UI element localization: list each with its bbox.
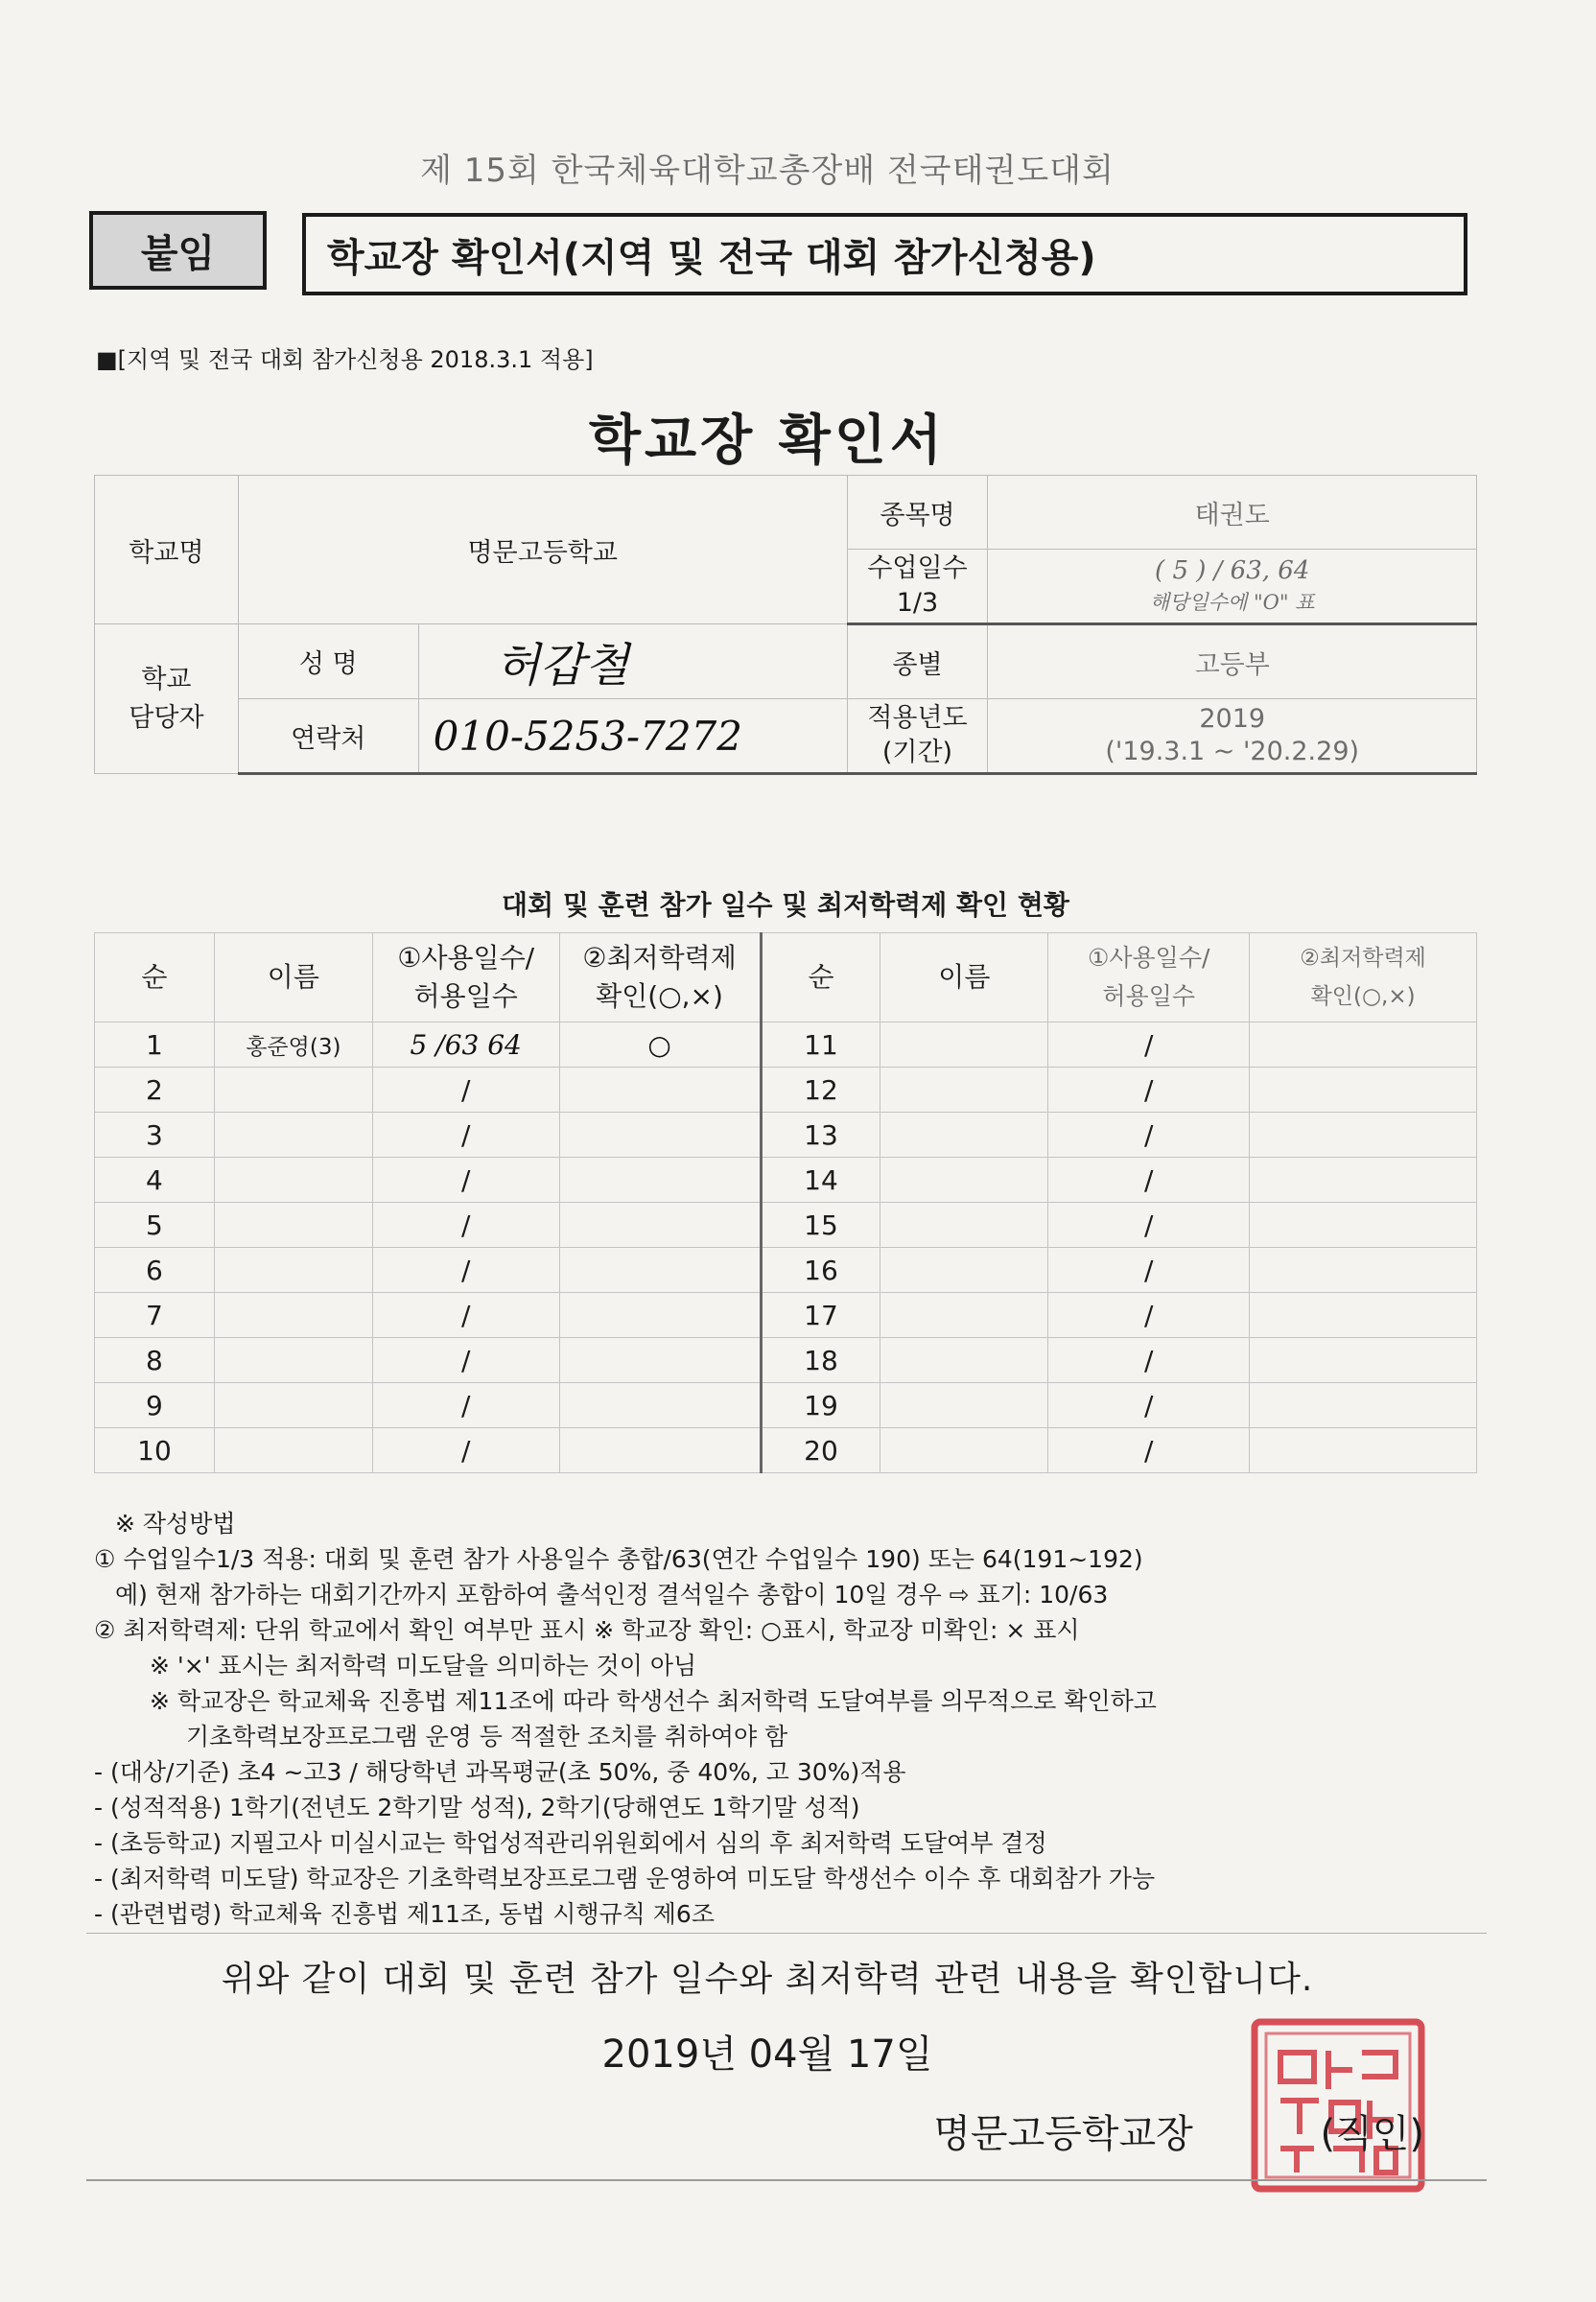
row-number: 5 [95,1203,215,1248]
row-number: 17 [761,1293,880,1338]
roster-header-row [95,933,1477,1022]
school-info-table [94,475,1477,775]
days-used: / [372,1068,559,1113]
application-note: ■[지역 및 전국 대회 참가신청용 2018.3.1 적용] [96,346,594,373]
roster-section-title: 대회 및 훈련 참가 일수 및 최저학력제 확인 현황 [502,889,1069,921]
contact-person-label-line2: 담당자 [129,702,204,733]
academic-check [1250,1383,1477,1428]
days-used: / [372,1338,559,1383]
academic-check [1250,1022,1477,1068]
class-days-label-line1: 수업일수 [867,553,968,583]
row-number: 8 [95,1338,215,1383]
row-number: 2 [95,1068,215,1113]
days-used: / [1048,1068,1250,1113]
instruction-line: - (관련법령) 학교체육 진흥법 제11조, 동법 시행규칙 제6조 [94,1900,715,1928]
instruction-line: ② 최저학력제: 단위 학교에서 확인 여부만 표시 ※ 학교장 확인: ○표시, 학교장 미확인: × 표시 [94,1616,1080,1644]
academic-check [559,1158,761,1203]
row-number: 4 [95,1158,215,1203]
row-number: 12 [761,1068,880,1113]
academic-check [1250,1203,1477,1248]
name-label: 성 명 [238,624,418,699]
instruction-line: - (초등학교) 지필고사 미실시교는 학업성적관리위원회에서 심의 후 최저학력 도달여부 결정 [94,1829,1047,1857]
division-label: 종별 [847,624,988,699]
contact-person-label [95,624,239,774]
year-value-main: 2019 [1199,704,1266,734]
academic-check [1250,1068,1477,1113]
class-days-fraction: ( 5 ) / 63, 64 [1155,555,1310,585]
days-used: / [372,1203,559,1248]
days-used: / [1048,1022,1250,1068]
student-name [880,1338,1048,1383]
instruction-line: ※ '×' 표시는 최저학력 미도달을 의미하는 것이 아님 [150,1652,697,1680]
class-days-value [988,550,1477,624]
header-days-right [1048,933,1250,1022]
days-used: / [1048,1248,1250,1293]
instruction-line: - (최저학력 미도달) 학교장은 기초학력보장프로그램 운영하여 미도달 학생선수 이수 후 대회참가 가능 [94,1865,1156,1892]
student-name [214,1068,372,1113]
header-days-left-l2: 허용일수 [413,980,518,1012]
year-label [847,699,988,774]
days-used: / [372,1158,559,1203]
roster-row [95,1428,1477,1473]
year-value [988,699,1477,774]
instruction-line: ※ 학교장은 학교체육 진흥법 제11조에 따라 학생선수 최저학력 도달여부를 의무적으로 확인하고 [150,1687,1157,1715]
days-used: / [1048,1158,1250,1203]
header-check-right-l2: 확인(○,×) [1310,984,1416,1009]
roster-row [95,1113,1477,1158]
header-days-left-l1: ①사용일수/ [397,942,535,974]
academic-check [1250,1428,1477,1473]
student-name [214,1203,372,1248]
page-title: 학교장 확인서 [588,410,947,472]
instruction-line: 기초학력보장프로그램 운영 등 적절한 조치를 취하여야 함 [186,1723,788,1750]
student-name [214,1338,372,1383]
academic-check [559,1113,761,1158]
school-name-label: 학교명 [95,476,239,624]
header-check-right-l1: ②최저학력제 [1300,946,1426,971]
academic-check [559,1338,761,1383]
student-name [214,1113,372,1158]
instruction-line: 예) 현재 참가하는 대회기간까지 포함하여 출석인정 결석일수 총합이 10일 경우 ⇨ 표기: 10/63 [115,1581,1109,1609]
days-used: / [1048,1203,1250,1248]
roster-row [95,1248,1477,1293]
header-check-right [1250,933,1477,1022]
document-heading: 학교장 확인서(지역 및 전국 대회 참가신청용) [302,213,1467,295]
academic-check [559,1248,761,1293]
roster-table [94,932,1477,1473]
year-period: ('19.3.1 ~ '20.2.29) [1105,737,1360,766]
row-number: 1 [95,1022,215,1068]
student-name [214,1158,372,1203]
roster-row [95,1338,1477,1383]
document-date: 2019년 04월 17일 [601,2032,933,2077]
row-number: 3 [95,1113,215,1158]
row-number: 11 [761,1022,880,1068]
academic-check [559,1428,761,1473]
roster-row [95,1068,1477,1113]
student-name [214,1248,372,1293]
instruction-line: - (성적적용) 1학기(전년도 2학기말 성적), 2학기(당해연도 1학기말 성적) [94,1794,860,1821]
class-days-label [847,550,988,624]
academic-check [1250,1293,1477,1338]
days-used: / [372,1383,559,1428]
header-seq-right: 순 [761,933,880,1022]
event-value: 태권도 [988,476,1477,550]
header-check-left-l2: 확인(○,×) [596,980,723,1012]
header-days-right-l2: 허용일수 [1102,982,1195,1010]
instruction-line: ① 수업일수1/3 적용: 대회 및 훈련 참가 사용일수 총합/63(연간 수업일수 190) 또는 64(191~192) [94,1545,1143,1573]
student-name [880,1293,1048,1338]
row-number: 7 [95,1293,215,1338]
header-days-right-l1: ①사용일수/ [1087,944,1210,972]
header-seq-left: 순 [95,933,215,1022]
student-name [880,1428,1048,1473]
principal-signature-line [933,2103,1424,2158]
academic-check [559,1203,761,1248]
days-used: / [372,1113,559,1158]
days-used: / [1048,1338,1250,1383]
days-used: / [1048,1293,1250,1338]
student-name [214,1383,372,1428]
academic-check [1250,1248,1477,1293]
roster-row [95,1293,1477,1338]
year-label-line2: (기간) [881,738,953,767]
row-number: 6 [95,1248,215,1293]
header-name-left: 이름 [214,933,372,1022]
academic-check [1250,1338,1477,1383]
class-days-hint: 해당일수에 "O" 표 [1149,590,1315,614]
days-used: / [372,1428,559,1473]
row-number: 9 [95,1383,215,1428]
header-check-left-l1: ②최저학력제 [582,942,737,974]
student-name [880,1203,1048,1248]
phone-value: 010-5253-7272 [418,699,847,774]
student-name [880,1383,1048,1428]
header-check-left [559,933,761,1022]
attachment-label: 붙임 [89,211,267,290]
academic-check [559,1068,761,1113]
academic-check [1250,1113,1477,1158]
student-name [880,1068,1048,1113]
student-name [214,1428,372,1473]
row-number: 19 [761,1383,880,1428]
days-used: 5 /63 64 [372,1022,559,1068]
division-value: 고등부 [988,624,1477,699]
days-used: / [1048,1113,1250,1158]
academic-check: ○ [559,1022,761,1068]
row-number: 13 [761,1113,880,1158]
contact-person-label-line1: 학교 [141,664,192,694]
class-days-label-line2: 1/3 [896,588,939,618]
seal-mark: (직인) [1320,2112,1424,2156]
days-used: / [1048,1428,1250,1473]
confirmation-statement: 위와 같이 대회 및 훈련 참가 일수와 최저학력 관련 내용을 확인합니다. [221,1960,1314,1999]
student-name: 홍준영(3) [214,1022,372,1068]
row-number: 18 [761,1338,880,1383]
academic-check [559,1293,761,1338]
writing-instructions [94,1506,1494,1932]
bottom-rule [86,2179,1487,2181]
student-name [880,1248,1048,1293]
days-used: / [372,1248,559,1293]
principal-title: 명문고등학교장 [933,2112,1193,2156]
instruction-line: - (대상/기준) 초4 ~고3 / 해당학년 과목평균(초 50%, 중 40%, 고 30%)적용 [94,1758,906,1786]
row-number: 20 [761,1428,880,1473]
name-value: 허갑철 [418,624,847,699]
days-used: / [372,1293,559,1338]
academic-check [559,1383,761,1428]
academic-check [1250,1158,1477,1203]
phone-label: 연락처 [238,699,418,774]
instructions-title: ※ 작성방법 [115,1510,236,1538]
days-used: / [1048,1383,1250,1428]
roster-row [95,1022,1477,1068]
student-name [880,1113,1048,1158]
row-number: 14 [761,1158,880,1203]
event-title: 제 15회 한국체육대학교총장배 전국태권도대회 [420,152,1115,190]
header-days-left [372,933,559,1022]
roster-row [95,1203,1477,1248]
student-name [880,1022,1048,1068]
row-number: 16 [761,1248,880,1293]
event-label: 종목명 [847,476,988,550]
row-number: 10 [95,1428,215,1473]
student-name [214,1293,372,1338]
roster-row [95,1158,1477,1203]
row-number: 15 [761,1203,880,1248]
roster-row [95,1383,1477,1428]
year-label-line1: 적용년도 [867,703,968,733]
divider-line [86,1933,1487,1934]
header-name-right: 이름 [880,933,1048,1022]
instruction-lines [94,1541,1494,1932]
student-name [880,1158,1048,1203]
school-name-value: 명문고등학교 [238,476,847,624]
